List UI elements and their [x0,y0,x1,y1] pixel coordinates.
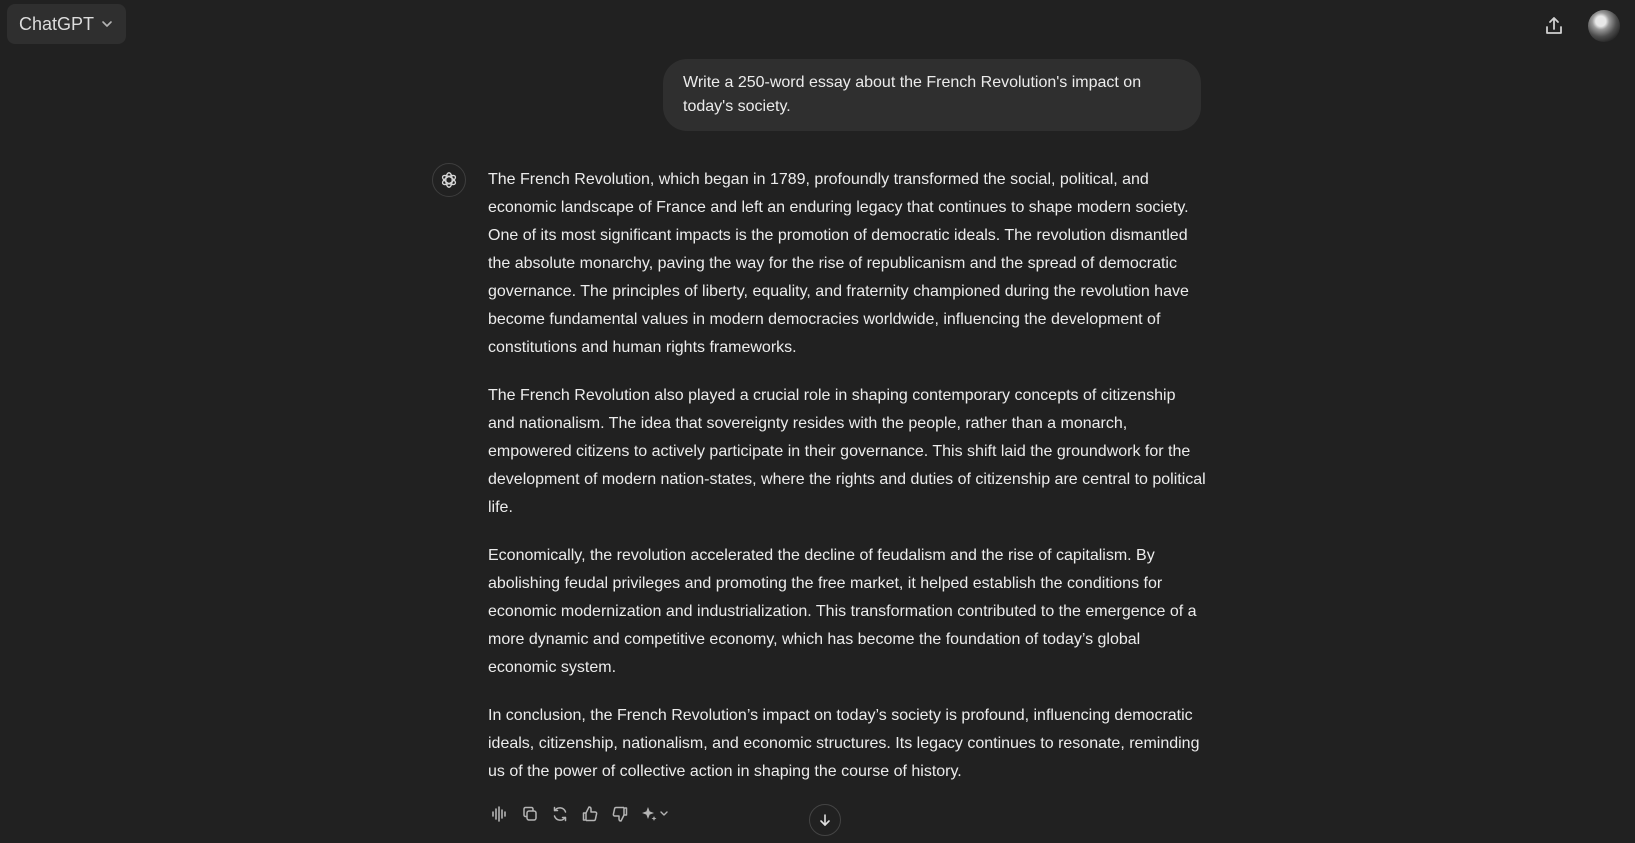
thumbs-down-icon[interactable] [609,803,631,825]
read-aloud-icon[interactable] [489,803,511,825]
thumbs-up-icon[interactable] [579,803,601,825]
assistant-message [488,166,1206,786]
copy-icon[interactable] [519,803,541,825]
regenerate-icon[interactable] [549,803,571,825]
model-label: ChatGPT [19,13,95,34]
chatgpt-logo-icon [432,163,466,197]
model-switcher-button[interactable] [7,4,126,44]
scroll-to-bottom-button[interactable] [809,804,841,836]
assistant-paragraph: The French Revolution, which began in 1789, profoundly transformed the social, political, and economic landscape of France and left an enduring legacy that continues to shape modern society. One of its most significant impacts is the promotion of democratic ideals. The revolution dismantled the absolute monarchy, paving the way for the rise of republicanism and the spread of democratic governance. The principles of liberty, equality, and fraternity championed during the revolution have become fundamental values in modern democracies worldwide, influencing the development of constitutions and human rights frameworks. [488,171,1189,356]
chevron-down-icon [100,17,114,31]
user-avatar[interactable] [1588,10,1620,42]
share-icon[interactable] [1538,10,1570,42]
arrow-down-icon [817,812,833,828]
sparkle-model-icon[interactable] [639,803,673,825]
assistant-paragraph: In conclusion, the French Revolution’s impact on today’s society is profound, influencing democratic ideals, citizenship, nationalism, and economic structures. Its legacy continues to resonate, reminding us of the power of collective action in shaping the course of history. [488,707,1200,780]
user-message-bubble: Write a 250-word essay about the French Revolution's impact on today's society. [663,59,1201,131]
message-action-bar [489,803,673,825]
assistant-paragraph: Economically, the revolution accelerated the decline of feudalism and the rise of capitalism. By abolishing feudal privileges and promoting the free market, it helped establish the conditions for economic modernization and industrialization. This transformation contributed to the emergence of a more dynamic and competitive economy, which has become the foundation of today’s global economic system. [488,547,1197,676]
assistant-paragraph: The French Revolution also played a crucial role in shaping contemporary concepts of citizenship and nationalism. The idea that sovereignty resides with the people, rather than a monarch, empowered citizens to actively participate in their governance. This shift laid the groundwork for the development of modern nation-states, where the rights and duties of citizenship are central to political life. [488,387,1206,516]
